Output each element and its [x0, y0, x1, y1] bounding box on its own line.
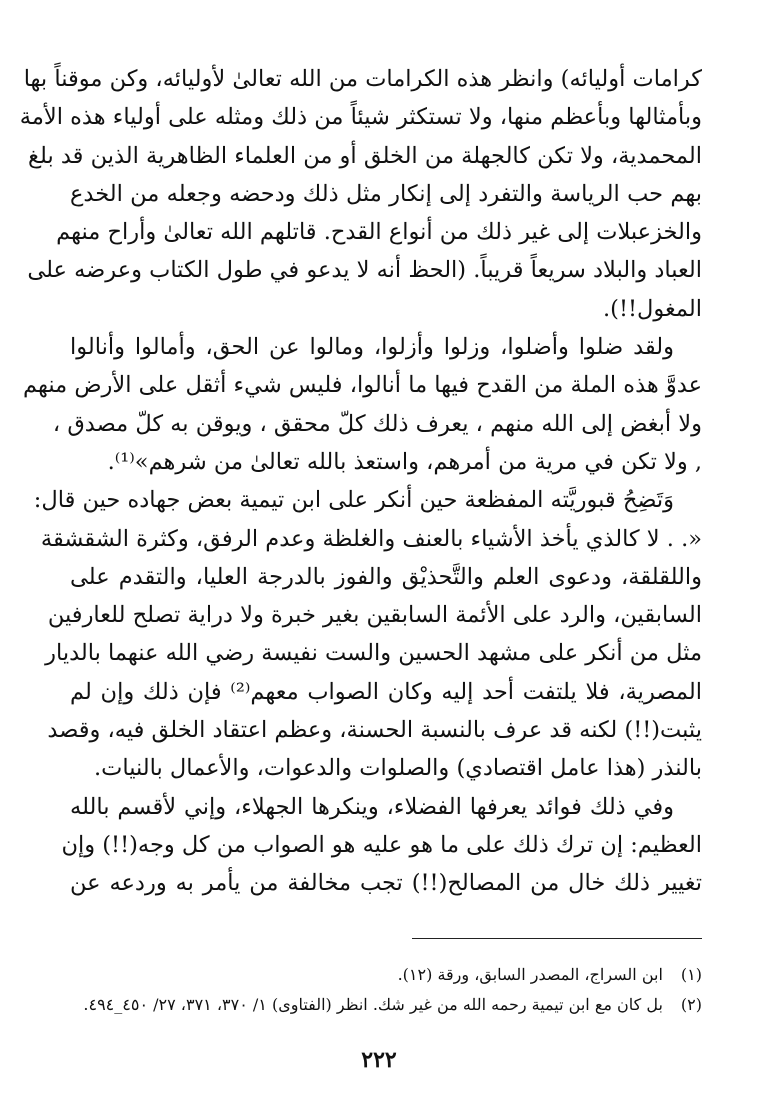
- text-line: وَتَضِحُ قبوريَّته المفظعة حين أنكر على ابن تيمية بعض جهاده حين قال:: [33, 487, 674, 514]
- footnote: [70, 990, 702, 1020]
- text-line: عدوَّ هذه الملة من القدح فيها ما أنالوا، فليس شيء أثقل على الأرض منهم: [23, 372, 702, 399]
- text-line: تغيير ذلك خال من المصالح(!!) تجب مخالفة من يأمر به وردعه عن: [70, 870, 702, 897]
- paragraph: [19, 60, 702, 328]
- text-line: العباد والبلاد سريعاً قريباً. (الحظ أنه لا يدعو في طول الكتاب وعرضه على: [27, 257, 702, 284]
- main-text: [19, 60, 702, 903]
- text-line: المحمدية، ولا تكن كالجهلة من الخلق أو من العلماء الظاهرية الذين قد بلغ: [28, 142, 702, 169]
- text-line: ولا أبغض إلى الله منهم ، يعرف ذلك كلّ محقق ، ويوقن به كلّ مصدق ،: [52, 410, 702, 437]
- text-line: العظيم: إن ترك ذلك على ما هو عليه هو الصواب من كل وجه(!!) وإن: [61, 831, 702, 858]
- text-line: وبأمثالها وبأعظم منها، ولا تستكثر شيئاً من ذلك ومثله على أولياء هذه الأمة: [19, 104, 702, 131]
- paragraph: [61, 788, 702, 903]
- paragraph: [33, 481, 702, 787]
- footnote-number: (١): [680, 965, 702, 984]
- text-line: ولقد ضلوا وأضلوا، وزلوا وأزلوا، ومالوا عن الحق، وأمالوا وأنالوا: [70, 334, 674, 361]
- footnote-text: ابن السراج، المصدر السابق، ورقة (١٢).: [397, 965, 663, 984]
- text-line: , ولا تكن في مرية من أمرهم، واستعذ بالله تعالىٰ من شرهم»⁽¹⁾.: [107, 448, 702, 475]
- text-line: بالنذر (هذا عامل اقتصادي) والصلوات والدعوات، والأعمال بالنيات.: [94, 755, 702, 782]
- text-line: «. . لا كالذي يأخذ الأشياء بالعنف والغلظة وعدم الرفق، وكثرة الشقشقة: [40, 525, 702, 552]
- text-line: يثبت(!!) لكنه قد عرف بالنسبة الحسنة، وعظم اعتقاد الخلق فيه، وقصد: [47, 717, 702, 744]
- footnotes: [70, 960, 702, 1020]
- footnote-number: (٢): [680, 995, 702, 1014]
- text-line: واللقلقة، ودعوى العلم والتَّحذيْق والفوز بالدرجة العليا، والتقدم على: [70, 563, 702, 590]
- footnote-separator: [412, 938, 702, 939]
- text-line: المصرية، فلا يلتفت أحد إليه وكان الصواب معهم⁽²⁾ فإن ذلك وإن لم: [70, 678, 702, 705]
- paragraph: [23, 328, 702, 481]
- text-line: المغول!!).: [603, 295, 702, 322]
- footnote: [70, 960, 702, 990]
- text-line: والخزعبلات إلى غير ذلك من أنواع القدح. قاتلهم الله تعالىٰ وأراح منهم: [56, 219, 702, 246]
- page-number: ٢٢٢: [361, 1047, 397, 1073]
- text-line: السابقين، والرد على الأئمة السابقين بغير خبرة ولا دراية تصلح للعارفين: [47, 602, 702, 629]
- text-line: كرامات أوليائه) وانظر هذه الكرامات من الله تعالىٰ لأوليائه، وكن موقناً بها: [23, 66, 702, 92]
- text-line: مثل من أنكر على مشهد الحسين والست نفيسة رضي الله عنهما بالديار: [45, 640, 702, 667]
- text-line: وفي ذلك فوائد يعرفها الفضلاء، وينكرها الجهلاء، وإني لأقسم بالله: [70, 793, 674, 820]
- text-line: بهم حب الرياسة والتفرد إلى إنكار مثل ذلك ودحضه وجعله من الخدع: [70, 180, 702, 207]
- footnote-text: بل كان مع ابن تيمية رحمه الله من غير شك. انظر (الفتاوى) ١/ ٣٧٠، ٣٧١، ٢٧/ ٤٥٠_٤٩٤.: [83, 995, 663, 1014]
